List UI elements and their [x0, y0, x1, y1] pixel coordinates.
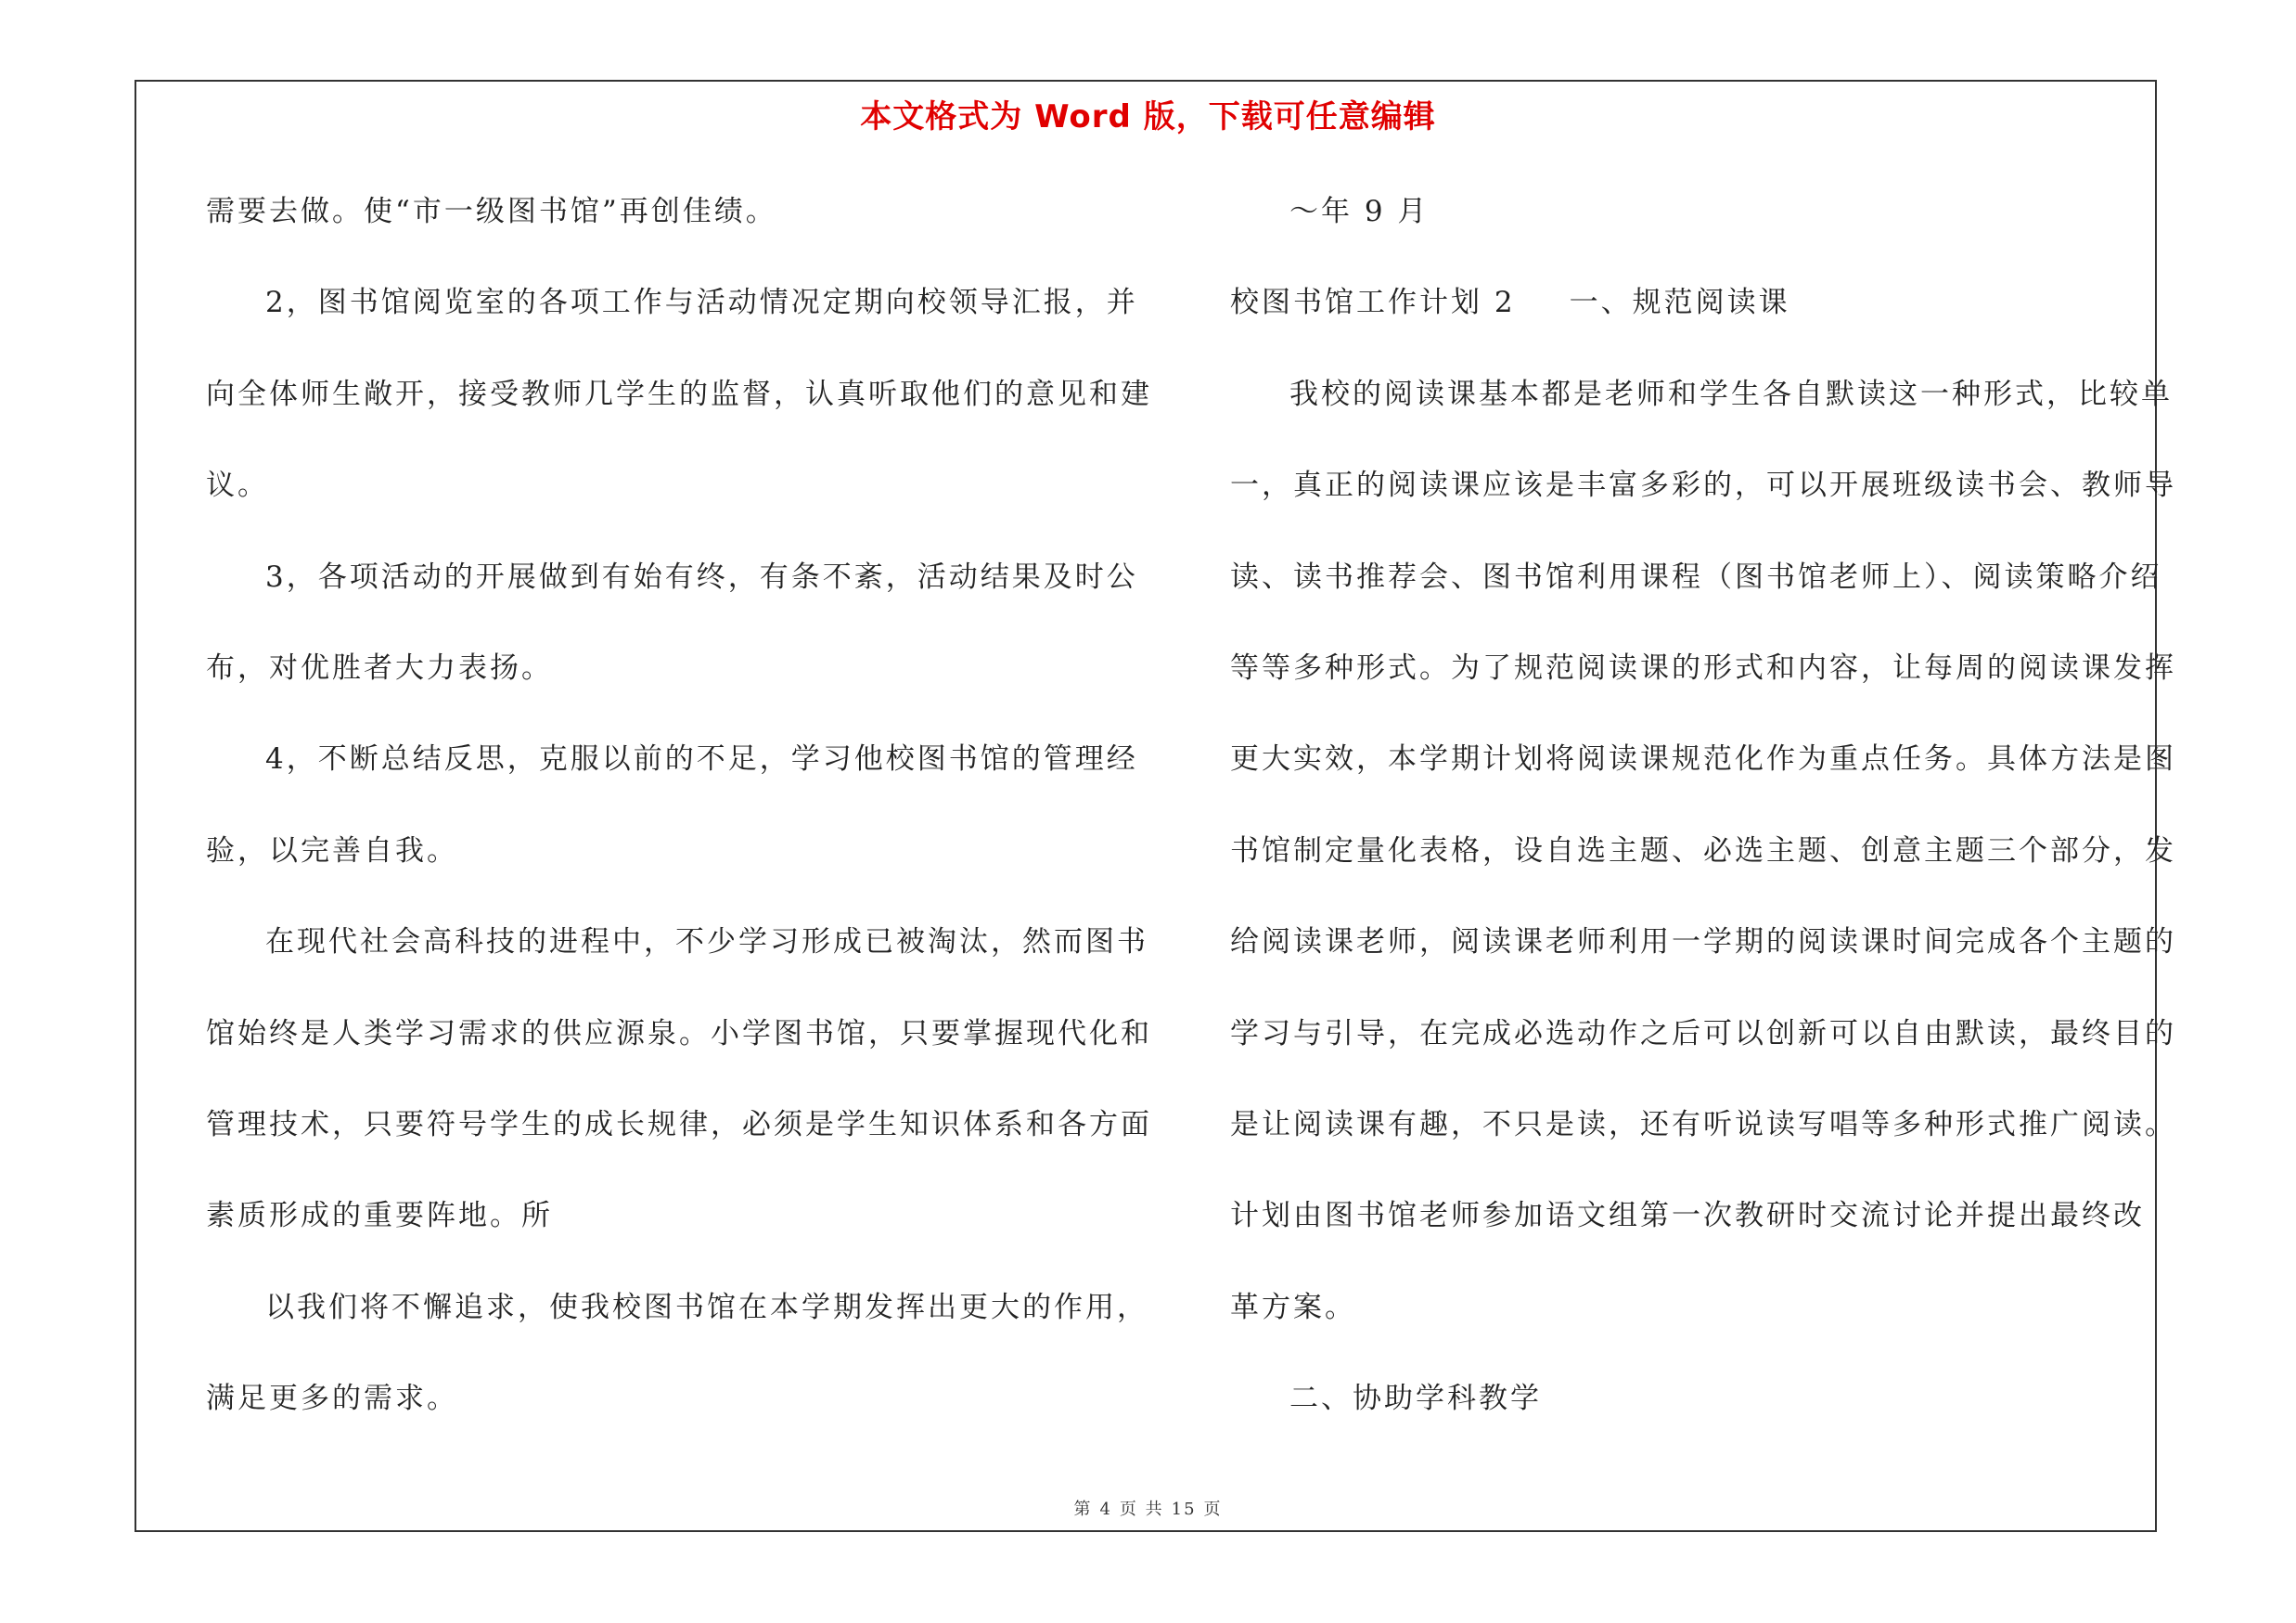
left-column: [206, 184, 1152, 1462]
text-line: 是让阅读课有趣，不只是读，还有听说读写唱等多种形式推广阅读。: [1230, 1107, 2176, 1141]
plan-title: 校图书馆工作计划 2: [1230, 286, 1516, 320]
text-line: 给阅读课老师，阅读课老师利用一学期的阅读课时间完成各个主题的: [1230, 925, 2176, 960]
text-line: 素质形成的重要阵地。所: [206, 1199, 553, 1233]
text-line: 验，以完善自我。: [206, 833, 458, 868]
text-line: 我校的阅读课基本都是老师和学生各自默读这一种形式，比较单: [1289, 377, 2173, 411]
text-line: 以我们将不懈追求，使我校图书馆在本学期发挥出更大的作用，: [265, 1290, 1148, 1324]
plan-heading-line: [1230, 275, 2169, 366]
page-footer: [0, 1496, 2296, 1520]
footer-prefix: 第: [1073, 1500, 1093, 1519]
text-line: 布，对优胜者大力表扬。: [206, 650, 553, 685]
right-column: [1230, 184, 2176, 1462]
section-heading-one: 一、规范阅读课: [1569, 286, 1790, 320]
text-line: 读、读书推荐会、图书馆利用课程（图书馆老师上）、阅读策略介绍: [1230, 560, 2162, 594]
header-banner: 本文格式为 Word 版，下载可任意编辑: [860, 98, 1436, 135]
text-line: 满足更多的需求。: [206, 1382, 458, 1416]
text-line: 馆始终是人类学习需求的供应源泉。小学图书馆，只要掌握现代化和: [206, 1016, 1152, 1050]
current-page-number: 4: [1099, 1500, 1112, 1519]
text-line: 在现代社会高科技的进程中，不少学习形成已被淘汰，然而图书: [265, 925, 1148, 960]
text-line: 计划由图书馆老师参加语文组第一次教研时交流讨论并提出最终改: [1230, 1199, 2145, 1233]
footer-suffix: 页: [1203, 1500, 1223, 1519]
text-line: 议。: [206, 469, 269, 503]
text-line: 向全体师生敞开，接受教师几学生的监督，认真听取他们的意见和建: [206, 377, 1152, 411]
text-line: 2，图书馆阅览室的各项工作与活动情况定期向校领导汇报，并: [265, 286, 1138, 320]
text-line: 更大实效，本学期计划将阅读课规范化作为重点任务。具体方法是图: [1230, 742, 2176, 777]
text-line: 书馆制定量化表格，设自选主题、必选主题、创意主题三个部分，发: [1230, 833, 2176, 868]
text-line: 3，各项活动的开展做到有始有终，有条不紊，活动结果及时公: [265, 560, 1138, 594]
text-line: 4，不断总结反思，克服以前的不足，学习他校图书馆的管理经: [265, 742, 1138, 777]
text-line: 等等多种形式。为了规范阅读课的形式和内容，让每周的阅读课发挥: [1230, 650, 2176, 685]
total-page-count: 15: [1171, 1500, 1197, 1519]
date-line: ～年 9 月: [1289, 195, 1430, 228]
text-line: 革方案。: [1230, 1290, 1356, 1324]
footer-middle: 页 共: [1119, 1500, 1164, 1519]
text-line: 管理技术，只要符号学生的成长规律，必须是学生知识体系和各方面: [206, 1107, 1152, 1141]
text-line: 一，真正的阅读课应该是丰富多彩的，可以开展班级读书会、教师导: [1230, 469, 2176, 503]
text-line: 学习与引导，在完成必选动作之后可以创新可以自由默读，最终目的: [1230, 1016, 2176, 1050]
text-line: 需要去做。使“市一级图书馆”再创佳绩。: [206, 195, 777, 228]
section-heading-two: 二、协助学科教学: [1289, 1382, 1542, 1416]
